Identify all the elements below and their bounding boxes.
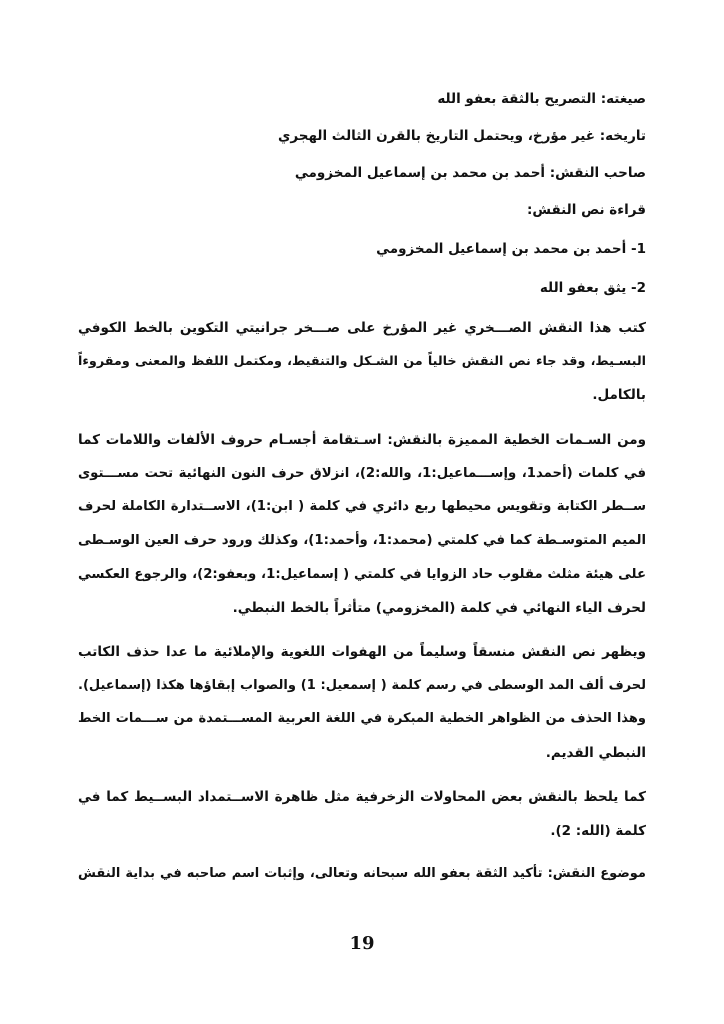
owner-line: صاحب النقش: أحمد بن محمد بن إسماعيل المخزومي xyxy=(294,165,646,181)
paragraph-4-line-1: كما يلحظ بالنقش بعض المحاولات الزخرفية مثل ظاهرة الاســتمداد البســيط كما في xyxy=(78,789,646,805)
page-number: 19 xyxy=(349,933,375,954)
reading-heading: قراءة نص النقش: xyxy=(526,202,646,218)
paragraph-3-line-4: النبطي القديم. xyxy=(545,745,646,761)
paragraph-3-line-2: لحرف ألف المد الوسطى في رسم كلمة ( إسمعيل: 1) والصواب إبقاؤها هكذا (إسماعيل). xyxy=(78,678,647,693)
wording-line: صيغته: التصريح بالثقة بعفو الله xyxy=(437,91,646,107)
paragraph-2-line-2: في كلمات (أحمد1، وإســـماعيل:1، والله:2)، انزلاق حرف النون النهائية تحت مســـتوى xyxy=(78,466,647,481)
paragraph-2-line-5: على هيئة مثلث مقلوب حاد الزوايا في كلمتي ( إسماعيل:1، وبعفو:2)، والرجوع العكسي xyxy=(78,567,647,582)
paragraph-2-line-6: لحرف الياء النهائي في كلمة (المخزومي) متأثراً بالخط النبطي. xyxy=(232,600,646,616)
paragraph-4-line-2: كلمة (الله: 2). xyxy=(550,823,646,839)
paragraph-1-line-2: البسـيط، وقد جاء نص النقش خالياً من الشـكل والتنقيط، ومكتمل اللفظ والمعنى ومقروءاً xyxy=(78,354,646,369)
document-page xyxy=(78,0,646,1024)
paragraph-3-line-3: وهذا الحذف من الظواهر الخطية المبكرة في اللغة العربية المســـتمدة من ســـمات الخط xyxy=(78,711,646,726)
subject-line: موضوع النقش: تأكيد الثقة بعفو الله سبحانه وتعالى، وإثبات اسم صاحبه في بداية النقش xyxy=(78,866,646,881)
paragraph-2-line-4: الميم المتوسـطة كما في كلمتي (محمد:1، وأحمد:1)، وكذلك ورود حرف العين الوسـطى xyxy=(78,533,647,548)
paragraph-3-line-1: ويظهر نص النقش منسقاً وسليماً من الهفوات اللغوية والإملائية ما عدا حذف الكاتب xyxy=(78,644,646,660)
date-line: تاريخه: غير مؤرخ، ويحتمل التاريخ بالقرن الثالث الهجري xyxy=(277,128,646,144)
paragraph-1-line-3: بالكامل. xyxy=(592,387,646,403)
reading-line-1: 1- أحمد بن محمد بن إسماعيل المخزومي xyxy=(376,241,646,257)
reading-line-2: 2- يثق بعفو الله xyxy=(539,280,646,296)
paragraph-1-line-1: كتب هذا النقش الصـــخري غير المؤرخ على صـــخر جرانيتي التكوين بالخط الكوفي xyxy=(78,320,646,336)
paragraph-2-line-1: ومن السـمات الخطية المميزة بالنقش: اسـتقامة أجسـام حروف الألفات واللامات كما xyxy=(78,432,646,448)
paragraph-2-line-3: ســطر الكتابة وتقويس محيطها ربع دائري في كلمة ( ابن:1)، الاســتدارة الكاملة لحرف xyxy=(78,499,647,514)
